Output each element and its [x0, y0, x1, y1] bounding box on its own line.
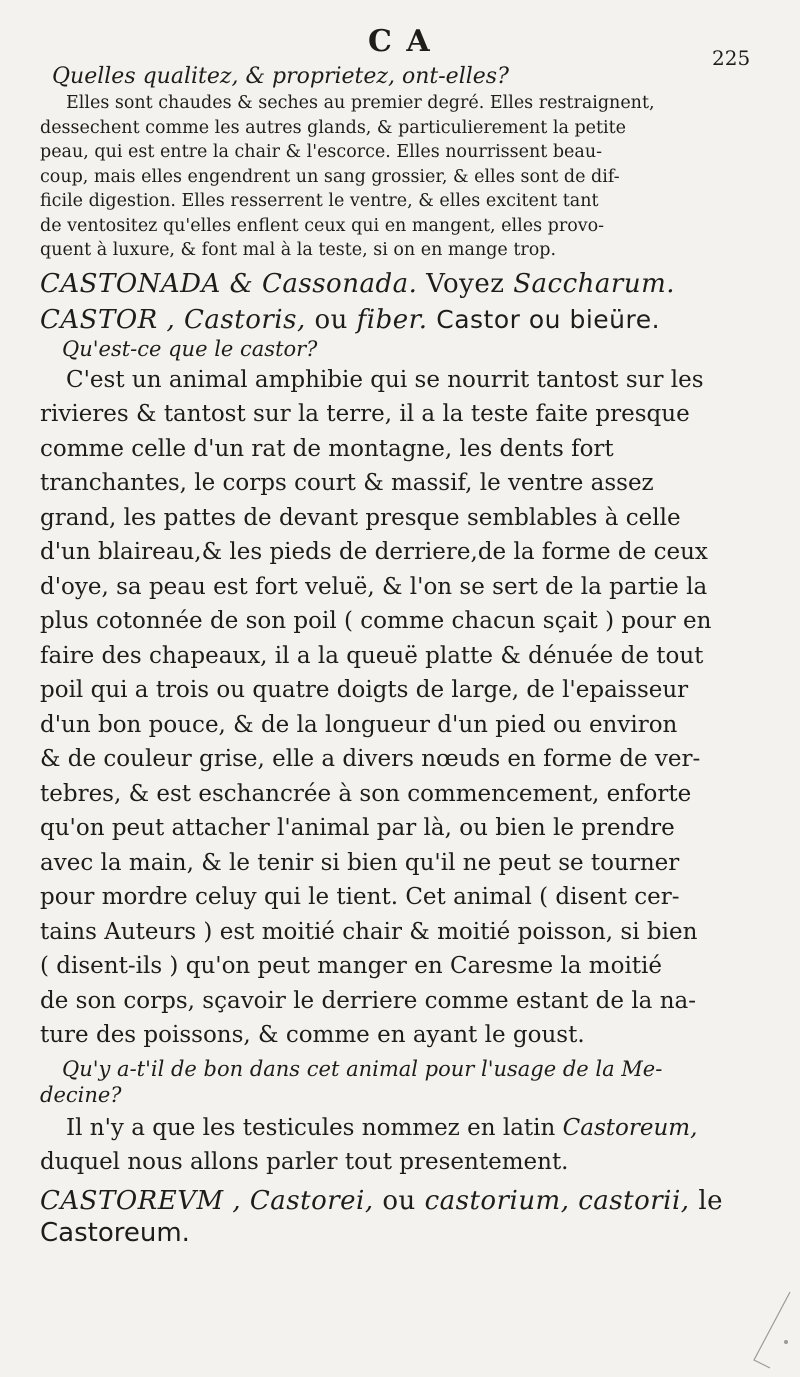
text-line: & de couleur grise, elle a divers nœuds en forme de ver-	[40, 746, 701, 772]
text-line: de ventositez qu'elles enflent ceux qui en mangent, elles provo-	[40, 215, 605, 236]
text-line: d'un blaireau,& les pieds de derriere,de la forme de ceux	[40, 539, 708, 565]
entry-term: CASTOREVM	[40, 1185, 224, 1216]
question-heading-medicine-cont: decine?	[40, 1082, 122, 1107]
running-head	[0, 18, 800, 70]
paragraph-medicine	[40, 1111, 780, 1180]
text-line: pour mordre celuy qui le tient. Cet animal ( disent cer-	[40, 884, 680, 910]
text-line: peau, qui est entre la chair & l'escorce. Elles nourrissent beau-	[40, 142, 603, 162]
question-heading-medicine: Qu'y a-t'il de bon dans cet animal pour l'usage de la Me-	[62, 1056, 663, 1081]
page-body	[40, 64, 780, 1248]
text-line: rivieres & tantost sur la terre, il a la teste faite presque	[40, 401, 690, 427]
entry-translation: Castor ou bieüre.	[436, 304, 661, 334]
text-line	[40, 1111, 780, 1146]
entry-see: Voyez	[426, 268, 505, 299]
entry-variant: , Castoris,	[166, 304, 306, 335]
question-heading-qualities: Quelles qualitez, & proprietez, ont-elles?	[52, 64, 509, 89]
text-line: Elles sont chaudes & seches au premier degré. Elles restraignent,	[66, 93, 655, 113]
entry-or: ou	[314, 304, 348, 335]
text-line: tebres, & est eschancrée à son commencement, enforte	[40, 780, 692, 807]
entry-article: le	[698, 1185, 724, 1216]
latin-term: Castoreum,	[562, 1114, 698, 1141]
paragraph-castor	[40, 363, 780, 1053]
text-line: d'oye, sa peau est fort veluë, & l'on se sert de la partie la	[40, 573, 708, 600]
entry-castonada	[40, 269, 780, 299]
entry-castoreum	[40, 1186, 780, 1216]
entry-variant-2: castorium, castorii,	[424, 1185, 690, 1216]
text-line: avec la main, & le tenir si bien qu'il ne peut se tourner	[40, 849, 680, 876]
running-head-title: C A	[368, 24, 432, 59]
text-line: d'un bon pouce, & de la longueur d'un pied ou environ	[40, 711, 678, 738]
text-line: duquel nous allons parler tout presentement.	[40, 1149, 569, 1175]
page-number: 225	[712, 46, 751, 70]
entry-or: ou	[382, 1185, 416, 1216]
entry-variant: , Castorei,	[232, 1185, 374, 1216]
text-line: coup, mais elles engendrent un sang grossier, & elles sont de dif-	[40, 166, 620, 187]
question-heading-castor: Qu'est-ce que le castor?	[62, 336, 318, 361]
page-curl-decoration	[740, 1290, 796, 1370]
text-line: tains Auteurs ) est moitié chair & moitié poisson, si bien	[40, 918, 698, 945]
entry-continuation: Castoreum.	[40, 1217, 190, 1248]
text-line: dessechent comme les autres glands, & particulierement la petite	[40, 117, 627, 138]
entry-variant: & Cassonada.	[229, 268, 418, 299]
text-line: grand, les pattes de devant presque semblables à celle	[40, 504, 681, 531]
entry-castor	[40, 305, 780, 335]
text-line: quent à luxure, & font mal à la teste, si on en mange trop.	[40, 240, 557, 260]
text-line: C'est un animal amphibie qui se nourrit tantost sur les	[66, 366, 704, 393]
text-line: qu'on peut attacher l'animal par là, ou bien le prendre	[40, 815, 675, 841]
entry-reference: Saccharum.	[513, 268, 675, 299]
entry-term: CASTOR	[40, 304, 158, 335]
paragraph-qualities	[40, 91, 780, 263]
text-line: poil qui a trois ou quatre doigts de large, de l'epaisseur	[40, 677, 689, 703]
text-line: plus cotonnée de son poil ( comme chacun sçait ) pour en	[40, 608, 712, 634]
entry-variant-2: fiber.	[356, 304, 428, 335]
text-line: faire des chapeaux, il a la queuë platte & dénuée de tout	[40, 642, 704, 669]
text-line: ture des poissons, & comme en ayant le goust.	[40, 1022, 585, 1048]
text-segment: Il n'y a que les testicules nommez en latin	[66, 1114, 556, 1141]
text-line: de son corps, sçavoir le derriere comme estant de la na-	[40, 987, 697, 1014]
text-line: comme celle d'un rat de montagne, les dents fort	[40, 435, 614, 462]
entry-term: CASTONADA	[40, 268, 221, 299]
text-line: tranchantes, le corps court & massif, le ventre assez	[40, 470, 654, 496]
text-line: ( disent-ils ) qu'on peut manger en Caresme la moitié	[40, 953, 663, 979]
text-line: ficile digestion. Elles resserrent le ventre, & elles excitent tant	[40, 191, 599, 211]
